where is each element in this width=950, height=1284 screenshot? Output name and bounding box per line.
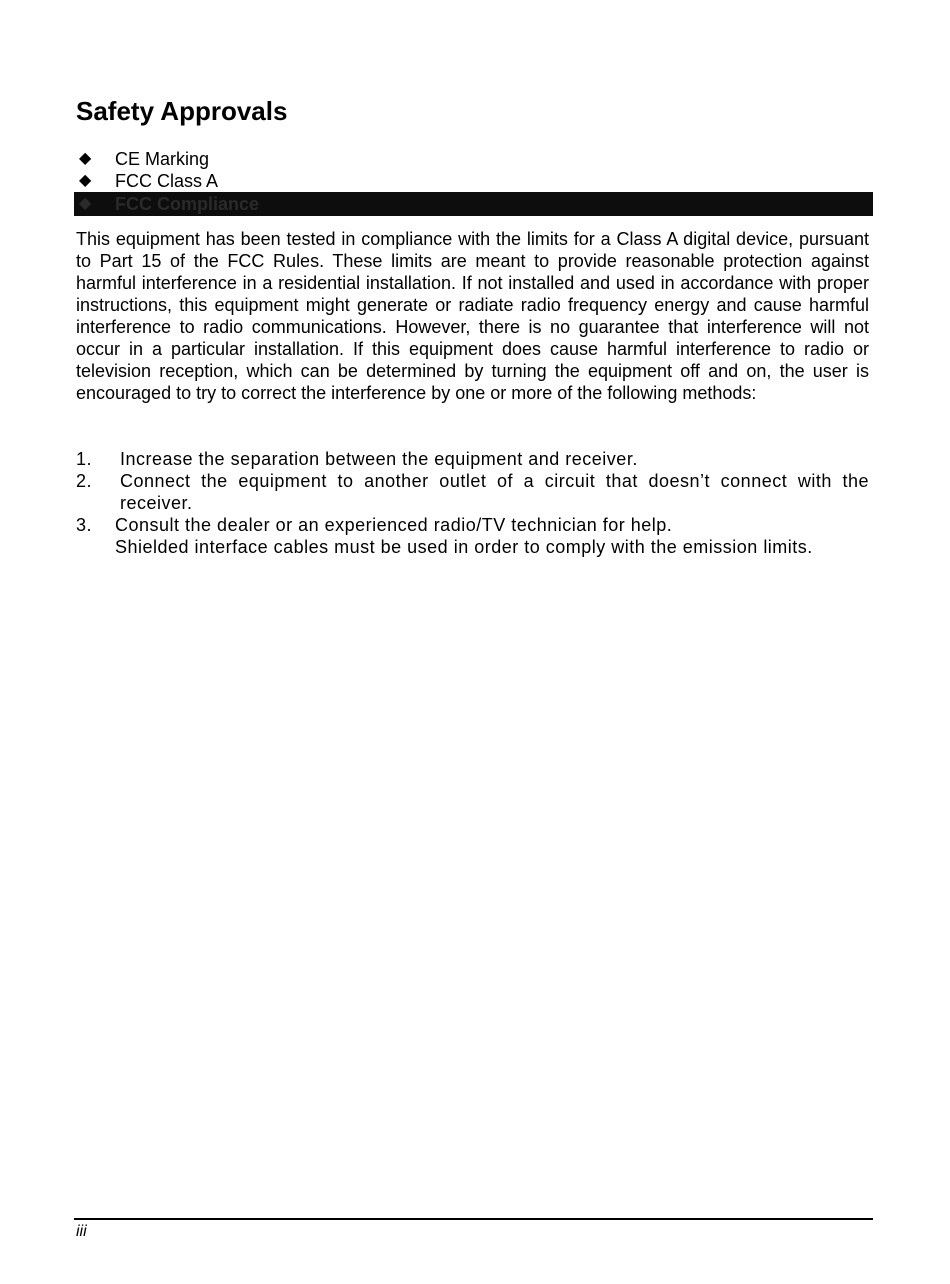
approval-item-label: FCC Class A	[115, 171, 219, 191]
page-number: iii	[76, 1223, 87, 1240]
step-item	[76, 448, 869, 470]
interference-steps-list	[76, 448, 869, 558]
step-number: 3.	[76, 515, 93, 535]
approval-item-label: FCC Compliance	[115, 194, 260, 214]
step-text: Increase the separation between the equipment and receiver.	[120, 449, 638, 469]
approval-item-fcc-class-a	[76, 170, 870, 192]
footer-divider	[74, 1218, 873, 1220]
diamond-bullet-icon: ◆	[79, 195, 92, 212]
step-text: Connect the equipment to another outlet of a circuit that doesn’t connect with the receiver.	[120, 471, 869, 513]
diamond-bullet-icon: ◆	[79, 172, 92, 189]
fcc-compliance-paragraph: This equipment has been tested in compliance with the limits for a Class A digital device, pursuant to Part 15 of the FCC Rules. These limits are meant to provide reasonable protection against harmful interference in a residential installation. If not installed and used in accordance with proper instructions, this equipment might generate or radiate radio frequency energy and cause harmful interference to radio communications. However, there is no guarantee that interference will not occur in a particular installation. If this equipment does cause harmful interference to radio or television reception, which can be determined by turning the equipment off and on, the user is encouraged to try to correct the interference by one or more of the following methods:	[76, 229, 869, 403]
document-page	[76, 0, 870, 1284]
step-number: 1.	[76, 449, 93, 469]
approval-item-fcc-compliance	[74, 192, 873, 216]
approval-item-ce-marking	[76, 148, 870, 170]
shielded-cables-note: Shielded interface cables must be used in order to comply with the emission limits.	[115, 537, 813, 557]
diamond-bullet-icon: ◆	[79, 150, 92, 167]
step-number: 2.	[76, 471, 93, 491]
step-item	[76, 514, 869, 536]
approval-item-label: CE Marking	[115, 149, 210, 169]
step-text: Consult the dealer or an experienced radio/TV technician for help.	[115, 515, 673, 535]
page-title: Safety Approvals	[76, 96, 288, 126]
approval-list	[76, 148, 870, 214]
step-item	[76, 470, 869, 514]
